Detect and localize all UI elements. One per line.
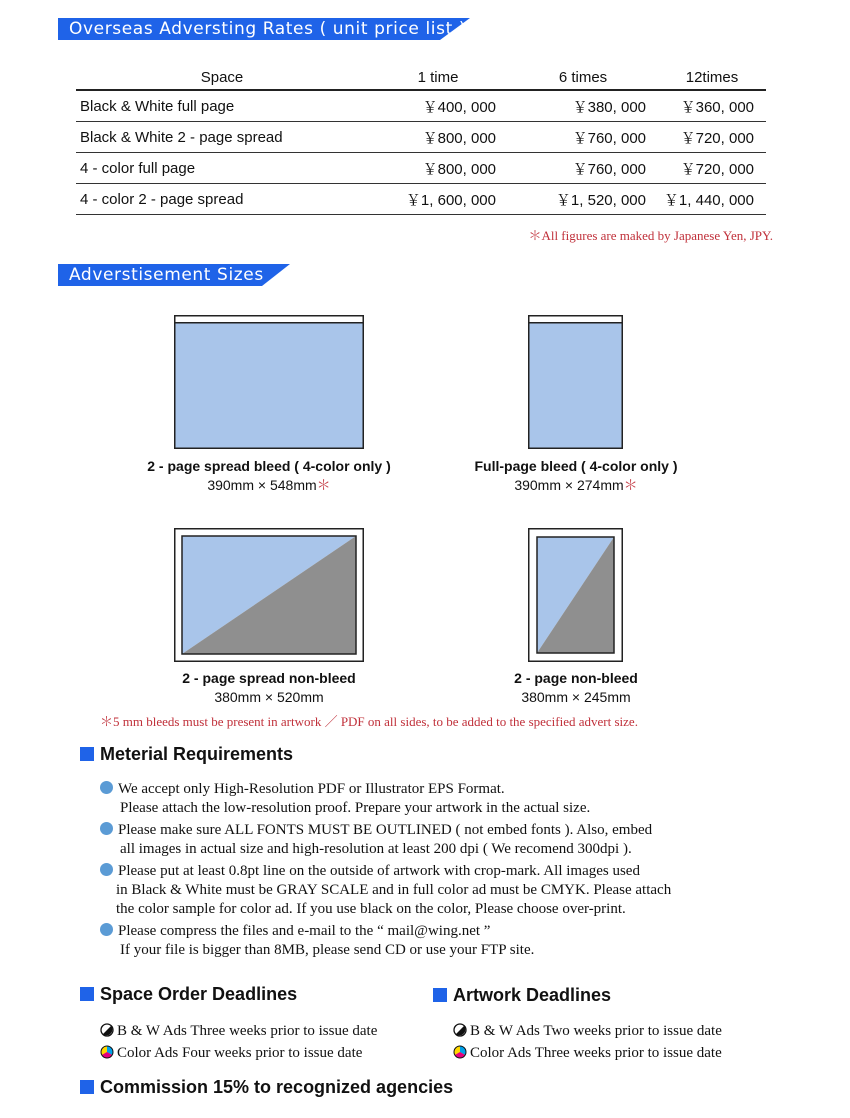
artwork-title: Artwork Deadlines bbox=[453, 985, 612, 1005]
row-12-times: ￥1, 440, 000 bbox=[658, 184, 766, 215]
dims-text: 390mm × 274mm bbox=[514, 477, 624, 493]
spread-bleed-diagram bbox=[174, 315, 364, 449]
row-1-time: ￥1, 600, 000 bbox=[368, 184, 508, 215]
row-6-times: ￥760, 000 bbox=[508, 153, 658, 184]
bullet-dot-icon bbox=[100, 863, 113, 876]
deadline-text: B & W Ads Two weeks prior to issue date bbox=[470, 1023, 722, 1039]
non-bleed-diagram bbox=[528, 528, 623, 662]
item-text: Please put at least 0.8pt line on the outside of artwork with crop-mark. All images used bbox=[118, 863, 640, 879]
item-text: We accept only High-Resolution PDF or Illustrator EPS Format. bbox=[118, 781, 505, 797]
bullet-dot-icon bbox=[100, 781, 113, 794]
item-text: Please compress the files and e-mail to the “ mail@wing.net ” bbox=[118, 923, 491, 939]
size-dims: 380mm × 520mm bbox=[214, 689, 324, 705]
list-item bbox=[453, 1042, 722, 1064]
size-dims: 380mm × 245mm bbox=[521, 689, 631, 705]
material-title: Meterial Requirements bbox=[100, 744, 294, 764]
table-row bbox=[76, 90, 766, 122]
square-bullet-icon bbox=[80, 747, 94, 761]
space-order-list bbox=[100, 1020, 377, 1064]
star-mark: ＊ bbox=[316, 477, 331, 493]
row-1-time: ￥800, 000 bbox=[368, 153, 508, 184]
header-1-time: 1 time bbox=[368, 65, 508, 90]
row-1-time: ￥400, 000 bbox=[368, 90, 508, 122]
item-text: Please make sure ALL FONTS MUST BE OUTLINED ( not embed fonts ). Also, embed bbox=[118, 822, 653, 838]
header-6-times: 6 times bbox=[508, 65, 658, 90]
space-order-heading bbox=[80, 984, 297, 1005]
bw-icon bbox=[453, 1023, 467, 1037]
list-item bbox=[100, 1042, 377, 1064]
row-space: Black & White 2 - page spread bbox=[76, 122, 368, 153]
item-text: Please attach the low-resolution proof. Prepare your artwork in the actual size. bbox=[120, 800, 591, 816]
table-row bbox=[76, 153, 766, 184]
size-label-spread-non-bleed bbox=[129, 669, 409, 707]
row-space: 4 - color 2 - page spread bbox=[76, 184, 368, 215]
size-title: Full-page bleed ( 4-color only ) bbox=[474, 458, 678, 474]
row-6-times: ￥380, 000 bbox=[508, 90, 658, 122]
header-12-times: 12times bbox=[658, 65, 766, 90]
sizes-banner bbox=[58, 264, 290, 286]
rates-banner bbox=[58, 18, 470, 40]
row-12-times: ￥720, 000 bbox=[658, 153, 766, 184]
commission-title: Commission 15% to recognized agencies bbox=[100, 1077, 454, 1097]
rates-table bbox=[76, 65, 766, 215]
table-row bbox=[76, 184, 766, 215]
row-6-times: ￥1, 520, 000 bbox=[508, 184, 658, 215]
size-label-full-page-bleed bbox=[436, 457, 716, 495]
material-list bbox=[100, 780, 780, 960]
bw-icon bbox=[100, 1023, 114, 1037]
spread-non-bleed-diagram bbox=[174, 528, 364, 662]
list-item bbox=[100, 862, 780, 919]
row-6-times: ￥760, 000 bbox=[508, 122, 658, 153]
row-12-times: ￥720, 000 bbox=[658, 122, 766, 153]
item-text: all images in actual size and high-resolution at least 200 dpi ( We recomend 300dpi ). bbox=[120, 841, 632, 857]
item-line bbox=[100, 821, 780, 840]
size-label-non-bleed bbox=[436, 669, 716, 707]
artwork-list bbox=[453, 1020, 722, 1064]
list-item bbox=[100, 922, 780, 960]
star-mark: ＊ bbox=[623, 477, 638, 493]
sizes-title: Adverstisement Sizes bbox=[69, 265, 264, 285]
row-12-times: ￥360, 000 bbox=[658, 90, 766, 122]
artwork-heading bbox=[433, 985, 611, 1006]
color-icon bbox=[100, 1045, 114, 1059]
size-title: 2 - page spread non-bleed bbox=[182, 670, 356, 686]
material-heading bbox=[80, 744, 293, 765]
size-title: 2 - page spread bleed ( 4-color only ) bbox=[147, 458, 391, 474]
list-item bbox=[100, 1020, 377, 1042]
square-bullet-icon bbox=[80, 987, 94, 1001]
size-label-spread-bleed bbox=[129, 457, 409, 495]
header-space: Space bbox=[76, 65, 368, 90]
row-space: 4 - color full page bbox=[76, 153, 368, 184]
color-icon bbox=[453, 1045, 467, 1059]
item-line bbox=[100, 922, 780, 941]
size-dims bbox=[129, 476, 409, 495]
row-1-time: ￥800, 000 bbox=[368, 122, 508, 153]
full-page-bleed-diagram bbox=[528, 315, 623, 449]
commission-heading bbox=[80, 1077, 453, 1098]
item-text: the color sample for color ad. If you use black on the color, Please choose over-print. bbox=[116, 901, 626, 917]
list-item bbox=[100, 821, 780, 859]
size-dims bbox=[436, 476, 716, 495]
rates-header-row bbox=[76, 65, 766, 90]
item-line bbox=[100, 780, 780, 799]
square-bullet-icon bbox=[433, 988, 447, 1002]
list-item bbox=[453, 1020, 722, 1042]
item-line bbox=[100, 862, 780, 881]
size-title: 2 - page non-bleed bbox=[514, 670, 638, 686]
space-order-title: Space Order Deadlines bbox=[100, 984, 298, 1004]
dims-text: 390mm × 548mm bbox=[207, 477, 317, 493]
currency-note: ＊All figures are maked by Japanese Yen, JPY. bbox=[528, 228, 773, 243]
row-space: Black & White full page bbox=[76, 90, 368, 122]
square-bullet-icon bbox=[80, 1080, 94, 1094]
table-row bbox=[76, 122, 766, 153]
bullet-dot-icon bbox=[100, 822, 113, 835]
item-text: If your file is bigger than 8MB, please send CD or use your FTP site. bbox=[120, 942, 535, 958]
rates-title: Overseas Adversting Rates ( unit price list ) bbox=[69, 19, 467, 39]
deadline-text: B & W Ads Three weeks prior to issue date bbox=[117, 1023, 378, 1039]
bullet-dot-icon bbox=[100, 923, 113, 936]
bleed-note: ＊5 mm bleeds must be present in artwork ／ PDF on all sides, to be added to the specified advert size. bbox=[100, 714, 638, 729]
deadline-text: Color Ads Four weeks prior to issue date bbox=[117, 1045, 363, 1061]
item-text: in Black & White must be GRAY SCALE and in full color ad must be CMYK. Please attach bbox=[116, 882, 672, 898]
deadline-text: Color Ads Three weeks prior to issue date bbox=[470, 1045, 722, 1061]
list-item bbox=[100, 780, 780, 818]
